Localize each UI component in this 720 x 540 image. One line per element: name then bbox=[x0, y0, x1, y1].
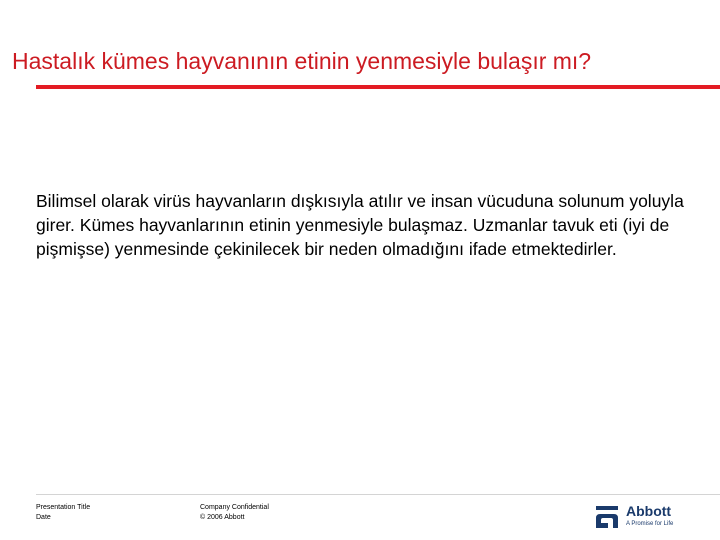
body-text: Bilimsel olarak virüs hayvanların dışkısıyla atılır ve insan vücuduna solunum yoluyla girer. Kümes hayvanlarının etinin yenmesiyle bulaşmaz. Uzmanlar tavuk eti (iyi de pişmişse) yenmesinde çekinilecek bir neden olmadığını ifade etmektedirler. bbox=[36, 191, 684, 259]
confidential-label: Company Confidential bbox=[200, 504, 269, 511]
copyright-label: © 2006 Abbott bbox=[200, 514, 245, 521]
footer-left bbox=[36, 503, 90, 523]
logo-wordmark: Abbott bbox=[626, 503, 672, 519]
presentation-title-label: Presentation Title bbox=[36, 504, 91, 511]
logo-tagline: A Promise for Life bbox=[626, 521, 674, 527]
abbott-logo-icon bbox=[594, 506, 620, 528]
footer-middle bbox=[200, 503, 269, 523]
date-label: Date bbox=[36, 514, 51, 521]
footer-rule bbox=[36, 494, 720, 495]
title-rule bbox=[36, 85, 720, 89]
abbott-logo bbox=[594, 502, 694, 532]
slide-title: Hastalık kümes hayvanının etinin yenmesiyle bulaşır mı? bbox=[12, 48, 592, 74]
